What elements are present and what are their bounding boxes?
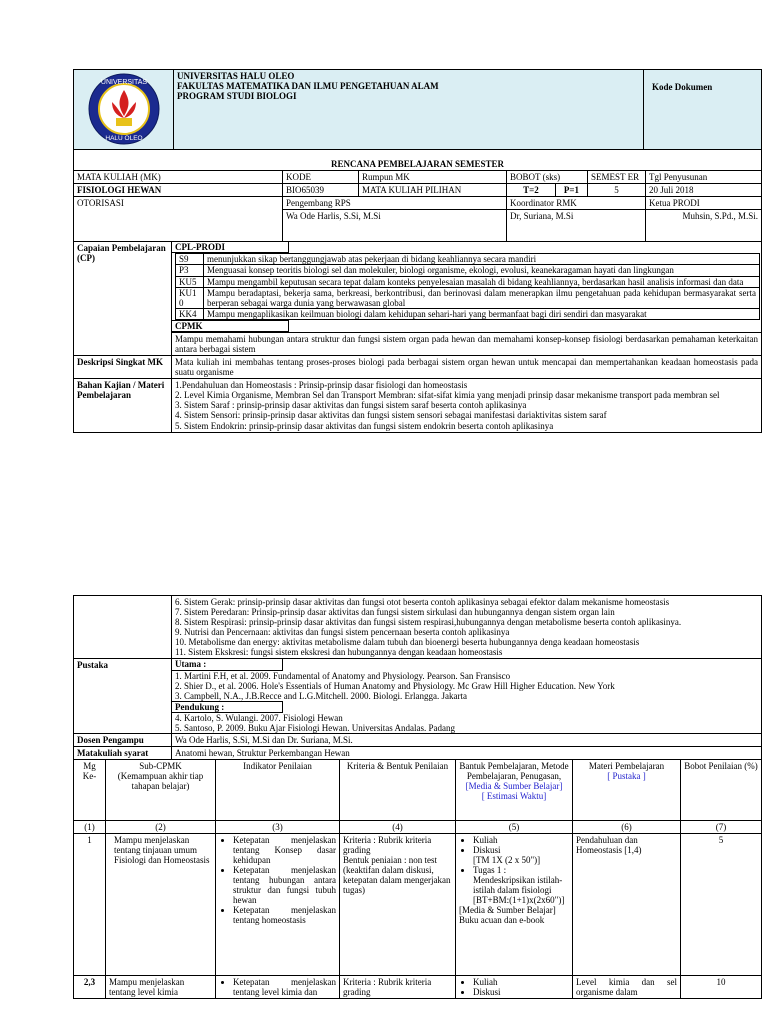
pustaka-pendukung-label: Pendukung : xyxy=(172,701,283,713)
bantuk-item: • Kuliah xyxy=(473,835,569,845)
kode-header: KODE xyxy=(283,171,359,184)
cpl-code: KU5 xyxy=(176,276,204,287)
bantuk-item: • Diskusi xyxy=(473,987,569,997)
col-num: (6) xyxy=(573,820,681,833)
plan-materi: Pendahuluan dan Homeostasis [1,4) xyxy=(573,833,681,975)
col-num: (1) xyxy=(74,820,106,833)
bahan-kajian-item: 2. Level Kimia Organisme, Membran Sel dan Transport Membran: sifat-sifat kimia yang menjadi prinsip dasar mekanisme transport pada membran sel xyxy=(175,390,720,401)
university-name: UNIVERSITAS HALU OLEO xyxy=(177,71,295,81)
pustaka-item: 5. Santoso, P. 2009. Buku Ajar Fisiologi Hewan. Universitas Andalas. Padang xyxy=(175,722,455,733)
indikator-item: • Ketepatan menjelaskan tentang hubungan antara struktur dan fungsi tubuh hewan xyxy=(233,865,336,905)
indikator-item: • Ketepatan menjelaskan tentang homeostasis xyxy=(233,905,336,925)
cpl-text: Menguasai konsep teoritis biologi sel dan molekuler, biologi organisme, ekologi, evolusi, keanekaragaman hayati dan lingkungan xyxy=(204,265,760,276)
cpl-text: Mampu mengambil keputusan secara tepat dalam konteks penyelesaian masalah di bidang keahliannya, berdasarkan hasil analisis informasi dan data xyxy=(204,276,760,287)
ketua-label: Ketua PRODI xyxy=(646,197,762,210)
plan-week: 1 xyxy=(74,833,106,975)
deskripsi-text: Mata kuliah ini membahas tentang proses-proses biologi pada berbagai sistem organ hewan untuk mencapai dan mempertahankan keadaan homeostasis pada suatu organisme xyxy=(172,356,762,379)
kriteria-header: Kriteria & Bentuk Penilaian xyxy=(340,760,456,820)
cpl-row xyxy=(176,254,760,265)
sub-cpmk-title: Sub-CPMK xyxy=(139,761,182,772)
weekly-plan-table xyxy=(73,760,762,999)
deskripsi-label: Deskripsi Singkat MK xyxy=(74,356,172,379)
sks-p: P=1 xyxy=(556,184,588,197)
bahan-kajian-item: 8. Sistem Respirasi: prinsip-prinsip dasar aktivitas dan fungsi sistem respirasi,hubungannya dengan metabolisme beserta contoh aplikasinya. xyxy=(175,617,682,628)
plan-header-row xyxy=(74,760,762,820)
bantuk-title: Bantuk Pembelajaran, Metode Pembelajaran, Penugasan, xyxy=(459,761,569,782)
bantuk-header xyxy=(456,760,573,820)
cpl-text: Mampu beradaptasi, bekerja sama, berkreasi, berkontribusi, dan berinovasi dalam menerapkan ilmu pengetahuan pada kehidupan bermasyarakat serta berperan sebagai warga dunia yang berwawasan global xyxy=(204,287,760,308)
bahan-kajian-cont-list xyxy=(172,596,762,659)
rps-continued-table xyxy=(73,595,762,760)
cpmk-text: Mampu memahami hubungan antara struktur dan fungsi sistem organ pada hewan dan memahami konsep-konsep fisiologi berdasarkan pemahaman keterkaitan antara berbagai sistem xyxy=(172,332,762,355)
bantuk-extra: [Media & Sumber Belajar] Buku acuan dan e-book xyxy=(459,905,556,926)
university-logo xyxy=(74,70,174,150)
rps-title: RENCANA PEMBELAJARAN SEMESTER xyxy=(74,150,762,171)
pustaka-item: 1. Martini F.H, et al. 2009. Fundamental of Anatomy and Physiology. Pearson. San Fransisco xyxy=(175,670,511,681)
faculty-name: FAKULTAS MATEMATIKA DAN ILMU PENGETAHUAN ALAM xyxy=(177,81,439,92)
cpl-list xyxy=(175,253,760,319)
bantuk-estimasi: [ Estimasi Waktu] xyxy=(481,791,547,802)
capaian-label: Capaian Pembelajaran (CP) xyxy=(74,242,172,356)
cpmk-label: CPMK xyxy=(172,320,289,332)
tgl-header: Tgl Penyusunan xyxy=(646,171,762,184)
syarat-value: Anatomi hewan, Struktur Perkembangan Hewan xyxy=(172,747,762,760)
plan-sub-cpmk: Mampu menjelaskan tentang tinjauan umum Fisiologi dan Homeostasis xyxy=(106,833,216,975)
cpl-code: S9 xyxy=(176,254,204,265)
col-num: (4) xyxy=(340,820,456,833)
plan-row xyxy=(74,975,762,998)
plan-bobot: 5 xyxy=(681,833,762,975)
plan-materi: Level kimia dan sel organisme dalam xyxy=(573,975,681,998)
cpl-text: Mampu mengaplikasikan keilmuan biologi dalam kehidupan sehari-hari yang bermanfaat bagi diri sendiri dan masyarakat xyxy=(204,308,760,319)
indikator-header: Indikator Penilaian xyxy=(216,760,340,820)
cpl-row xyxy=(176,287,760,308)
indikator-item: • Ketepatan menjelaskan tentang level kimia dan xyxy=(233,977,336,997)
rps-page-1 xyxy=(73,69,762,433)
mk-name: FISIOLOGI HEWAN xyxy=(74,184,283,197)
program-name: PROGRAM STUDI BIOLOGI xyxy=(177,91,297,102)
plan-number-row xyxy=(74,820,762,833)
bantuk-item: • Tugas 1 : Mendeskripsikan istilah-istilah dalam fisiologi [BT+BM:(1+1)x(2x60")] xyxy=(473,865,569,905)
bahan-kajian-item: 7. Sistem Peredaran: Prinsip-prinsip dasar aktivitas dan fungsi sistem sirkulasi dan hubungannya dengan sistem organ lain xyxy=(175,607,615,618)
bahan-kajian-item: 5. Sistem Endokrin: prinsip-prinsip dasar aktivitas dan fungsi sistem endokrin beserta contoh aplikasinya xyxy=(175,420,554,431)
bahan-kajian-item: 4. Sistem Sensori: prinsip-prinsip dasar aktivitas dan fungsi sistem sensori sebagai manifestasi dariaktivitas sistem saraf xyxy=(175,410,607,421)
ketua-name: Muhsin, S.Pd., M.Si. xyxy=(646,210,762,242)
plan-bantuk xyxy=(456,833,573,975)
mk-semester: 5 xyxy=(588,184,646,197)
bobot-header: Bobot Penilaian (%) xyxy=(681,760,762,820)
bahan-kajian-item: 6. Sistem Gerak: prinsip-prinsip dasar aktivitas dan fungsi otot beserta contoh aplikasinya sebagai efektor dalam mekanisme homeostasis xyxy=(175,597,670,607)
pustaka-utama-label: Utama : xyxy=(172,659,283,670)
pengembang-label: Pengembang RPS xyxy=(283,197,507,210)
mk-code: BIO65039 xyxy=(283,184,359,197)
cpl-code: KU1 0 xyxy=(176,287,204,308)
kode-dokumen-cell: Kode Dokumen xyxy=(644,70,762,150)
plan-bantuk xyxy=(456,975,573,998)
cpl-row xyxy=(176,276,760,287)
mk-rumpun: MATA KULIAH PILIHAN xyxy=(359,184,507,197)
cpl-section xyxy=(172,242,762,333)
indikator-item: • Ketepatan menjelaskan tentang Konsep dasar kehidupan xyxy=(233,835,336,865)
dosen-label: Dosen Pengampu xyxy=(74,734,172,747)
pustaka-pendukung-list xyxy=(172,713,761,733)
semester-header: SEMEST ER xyxy=(588,171,646,184)
bahan-kajian-item: 1.Pendahuluan dan Homeostasis : Prinsip-prinsip dasar fisiologi dan homeostasis xyxy=(175,380,468,391)
bahan-kajian-item: 3. Sistem Saraf : prinsip-prinsip dasar aktivitas dan fungsi sistem saraf beserta contoh aplikasinya xyxy=(175,400,527,411)
materi-title: Materi Pembelajaran xyxy=(588,761,665,772)
cpl-code: KK4 xyxy=(176,308,204,319)
rps-main-table xyxy=(73,150,762,433)
cpl-text: menunjukkan sikap bertanggungjawab atas pekerjaan di bidang keahliannya secara mandiri xyxy=(204,254,760,265)
syarat-label: Matakuliah syarat xyxy=(74,747,172,760)
pustaka-label: Pustaka xyxy=(74,659,172,734)
koordinator-label: Koordinator RMK xyxy=(507,197,646,210)
pengembang-name: Wa Ode Harlis, S.Si, M.Si xyxy=(283,210,507,242)
university-seal-icon xyxy=(82,72,166,146)
materi-header xyxy=(573,760,681,820)
pustaka-section xyxy=(172,659,762,734)
bantuk-item: • Diskusi [TM 1X (2 x 50")] xyxy=(473,845,569,865)
pustaka-item: 3. Campbell, N.A., J.B.Recce and L.G.Mitchell. 2000. Biologi. Erlangga. Jakarta xyxy=(175,690,467,701)
sub-cpmk-subtitle: (Kemampuan akhir tiap tahapan belajar) xyxy=(117,771,204,792)
cpl-prodi-label: CPL-PRODI xyxy=(172,242,289,253)
bahan-kajian-item: 11. Sistem Ekskresi: fungsi sistem ekskresi dan hubungannya dengan keadaan homeostasis xyxy=(175,647,503,658)
col-num: (7) xyxy=(681,820,762,833)
bahan-kajian-label: Bahan Kajian / Materi Pembelajaran xyxy=(74,379,172,432)
plan-bobot: 10 xyxy=(681,975,762,998)
bobot-header: BOBOT (sks) xyxy=(507,171,588,184)
rumpun-header: Rumpun MK xyxy=(359,171,507,184)
sks-t: T=2 xyxy=(507,184,556,197)
plan-kriteria: Kriteria : Rubrik kriteria grading Bentuk peniaian : non test (keaktifan dalam diskusi, ketepatan dalam mengerjakan tugas) xyxy=(340,833,456,975)
koordinator-name: Dr, Suriana, M.Si xyxy=(507,210,646,242)
mg-header: Mg Ke- xyxy=(74,760,106,820)
plan-sub-cpmk: Mampu menjelaskan tentang level kimia xyxy=(106,975,216,998)
mk-tgl: 20 Juli 2018 xyxy=(646,184,762,197)
bantuk-item: • Kuliah xyxy=(473,977,569,987)
col-num: (5) xyxy=(456,820,573,833)
bantuk-media: [Media & Sumber Belajar] xyxy=(465,781,563,792)
pustaka-item: 4. Kartolo, S. Wulangi. 2007. Fisiologi Hewan xyxy=(175,712,343,723)
pustaka-item: 2. Shier D., et al. 2006. Hole's Essentials of Human Anatomy and Physiology. Mc Graw Hill Higher Education. New York xyxy=(175,680,615,691)
plan-week: 2,3 xyxy=(74,975,106,998)
sub-cpmk-header xyxy=(106,760,216,820)
col-num: (3) xyxy=(216,820,340,833)
cpl-row xyxy=(176,308,760,319)
plan-indikator xyxy=(216,975,340,998)
bahan-kajian-item: 10. Metabolisme dan energy: aktivitas metabolisme dalam tubuh dan bioenergi beserta hubungannya denga keadaan homeostasis xyxy=(175,637,640,648)
logo-top-text: UNIVERSITAS xyxy=(100,79,147,86)
plan-indikator xyxy=(216,833,340,975)
institution-header xyxy=(174,70,644,150)
bahan-kajian-item: 9. Nutrisi dan Pencernaan: aktivitas dan fungsi sistem pencernaan beserta contoh aplikasinya xyxy=(175,627,510,638)
materi-pustaka: [ Pustaka ] xyxy=(607,771,646,782)
cpl-code: P3 xyxy=(176,265,204,276)
col-num: (2) xyxy=(106,820,216,833)
bahan-kajian-cont-label xyxy=(74,596,172,659)
pustaka-utama-list xyxy=(172,671,761,701)
otorisasi-label: OTORISASI xyxy=(74,197,283,242)
plan-row xyxy=(74,833,762,975)
plan-kriteria: Kriteria : Rubrik kriteria grading xyxy=(340,975,456,998)
rps-page-2 xyxy=(73,595,762,999)
cpl-row xyxy=(176,265,760,276)
bahan-kajian-list xyxy=(172,379,762,432)
logo-bottom-text: HALU OLEO xyxy=(104,135,143,142)
dosen-value: Wa Ode Harlis, S.Si, M.Si dan Dr. Suriana, M.Si. xyxy=(172,734,762,747)
header-table xyxy=(73,69,762,150)
mk-header-label: MATA KULIAH (MK) xyxy=(74,171,283,184)
